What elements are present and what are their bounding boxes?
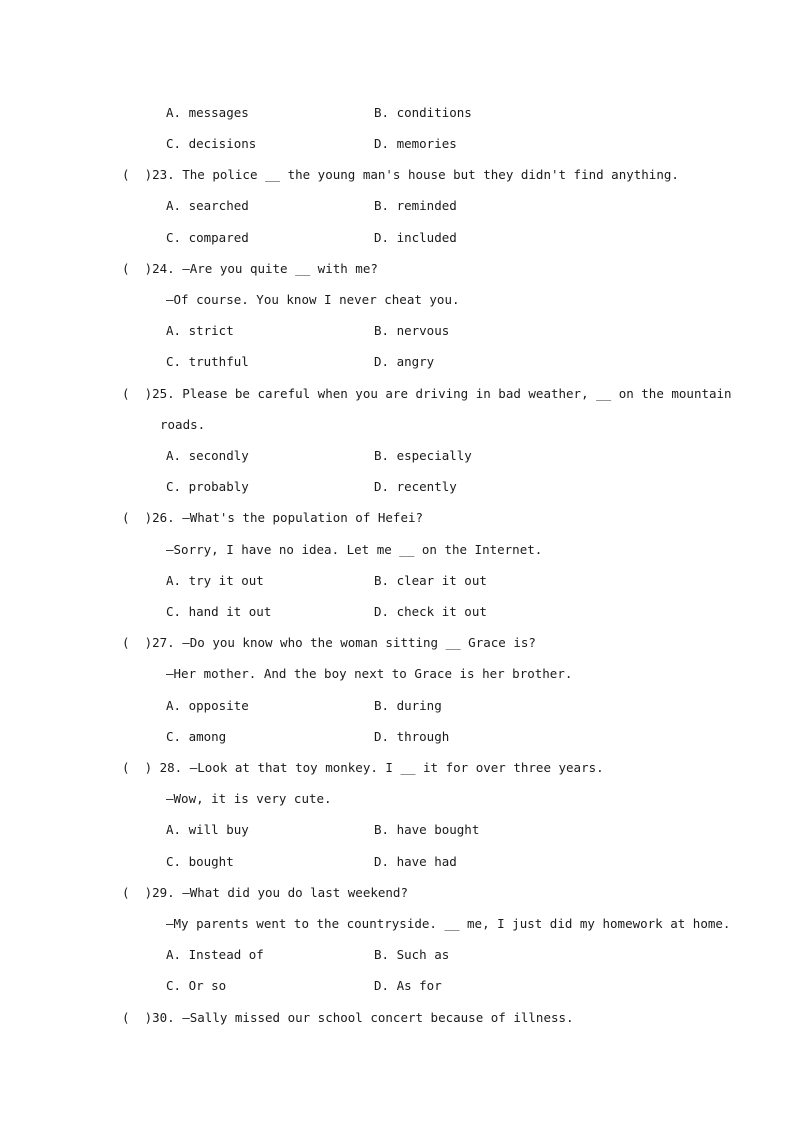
q27-answer-blank: ( ) xyxy=(122,635,153,650)
q27-option-d: D. through xyxy=(374,729,450,744)
q29-option-d: D. As for xyxy=(374,978,442,993)
q25-option-c: C. probably xyxy=(166,479,249,494)
q24-answer-blank: ( ) xyxy=(122,261,153,276)
q25-stem: 25. Please be careful when you are driving in bad weather, __ on the mountain xyxy=(152,386,732,401)
q22-option-b: B. conditions xyxy=(374,105,472,120)
q30-stem-line xyxy=(122,1010,574,1026)
q23-answer-blank: ( ) xyxy=(122,167,153,182)
q24-option-a: A. strict xyxy=(166,323,234,338)
q28-answer-blank: ( ) xyxy=(122,760,153,775)
q24-stem: 24. —Are you quite __ with me? xyxy=(152,261,378,276)
q23-option-a: A. searched xyxy=(166,198,249,213)
q26-option-b: B. clear it out xyxy=(374,573,487,588)
q26-reply: —Sorry, I have no idea. Let me __ on the Internet. xyxy=(166,542,543,557)
q28-option-b: B. have bought xyxy=(374,822,480,837)
q26-option-a: A. try it out xyxy=(166,573,264,588)
q25-option-b: B. especially xyxy=(374,448,472,463)
q27-stem: 27. —Do you know who the woman sitting __ Grace is? xyxy=(152,635,536,650)
q29-option-b: B. Such as xyxy=(374,947,450,962)
q28-stem: 28. —Look at that toy monkey. I __ it for over three years. xyxy=(152,760,604,775)
q27-option-c: C. among xyxy=(166,729,227,744)
q27-option-b: B. during xyxy=(374,698,442,713)
q28-stem-line xyxy=(122,760,604,776)
q25-stem-line xyxy=(122,386,732,402)
q27-option-a: A. opposite xyxy=(166,698,249,713)
q23-stem-line xyxy=(122,167,679,183)
q26-answer-blank: ( ) xyxy=(122,510,153,525)
q23-stem: 23. The police __ the young man's house but they didn't find anything. xyxy=(152,167,679,182)
q25-answer-blank: ( ) xyxy=(122,386,153,401)
q30-answer-blank: ( ) xyxy=(122,1010,153,1025)
q22-option-d: D. memories xyxy=(374,136,457,151)
q24-option-d: D. angry xyxy=(374,354,435,369)
q22-option-c: C. decisions xyxy=(166,136,257,151)
q28-option-c: C. bought xyxy=(166,854,234,869)
q29-answer-blank: ( ) xyxy=(122,885,153,900)
q23-option-c: C. compared xyxy=(166,230,249,245)
q29-option-a: A. Instead of xyxy=(166,947,264,962)
q26-stem-line xyxy=(122,510,423,526)
q29-stem-line xyxy=(122,885,408,901)
q26-option-c: C. hand it out xyxy=(166,604,272,619)
q26-option-d: D. check it out xyxy=(374,604,487,619)
q26-stem: 26. —What's the population of Hefei? xyxy=(152,510,424,525)
q24-reply: —Of course. You know I never cheat you. xyxy=(166,292,460,307)
q25-option-a: A. secondly xyxy=(166,448,249,463)
q24-option-c: C. truthful xyxy=(166,354,249,369)
q27-stem-line xyxy=(122,635,536,651)
q29-stem: 29. —What did you do last weekend? xyxy=(152,885,408,900)
q28-reply: —Wow, it is very cute. xyxy=(166,791,332,806)
q27-reply: —Her mother. And the boy next to Grace is her brother. xyxy=(166,666,573,681)
q29-reply: —My parents went to the countryside. __ me, I just did my homework at home. xyxy=(166,916,731,931)
q24-option-b: B. nervous xyxy=(374,323,450,338)
q25-stem-continuation: roads. xyxy=(160,417,206,432)
q22-option-a: A. messages xyxy=(166,105,249,120)
q28-option-d: D. have had xyxy=(374,854,457,869)
q23-option-d: D. included xyxy=(374,230,457,245)
q30-stem: 30. —Sally missed our school concert because of illness. xyxy=(152,1010,574,1025)
q29-option-c: C. Or so xyxy=(166,978,227,993)
q28-option-a: A. will buy xyxy=(166,822,249,837)
q24-stem-line xyxy=(122,261,378,277)
q23-option-b: B. reminded xyxy=(374,198,457,213)
q25-option-d: D. recently xyxy=(374,479,457,494)
